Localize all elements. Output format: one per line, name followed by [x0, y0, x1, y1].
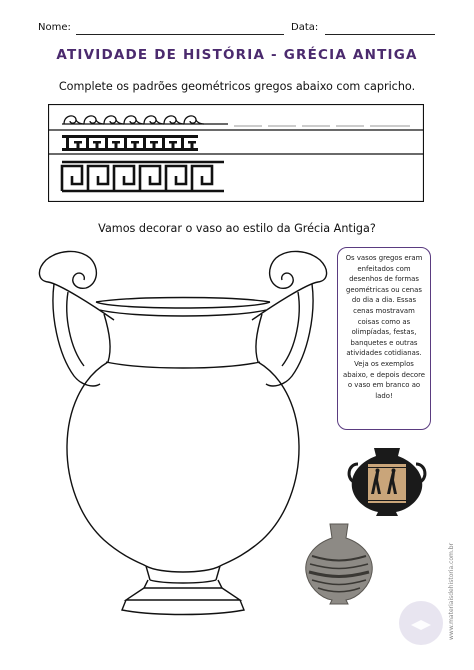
t-key-pattern-row	[62, 135, 198, 151]
greek-patterns-box	[48, 104, 424, 202]
geometric-vase-image	[302, 522, 376, 606]
greek-amphora-image	[344, 444, 430, 518]
name-label: Nome:	[38, 22, 71, 33]
site-logo	[398, 600, 444, 646]
website-url: www.materiaisdehistoria.com.br	[448, 542, 455, 640]
name-field[interactable]	[76, 34, 284, 35]
page-title: ATIVIDADE DE HISTÓRIA - GRÉCIA ANTIGA	[56, 47, 418, 63]
info-box: Os vasos gregos eram enfeitados com desenhos de formas geométricas ou cenas do dia a dia. Essas cenas mostravam coisas como as olimpíadas, festas, banquetes e outras atividades cotidianas. Veja os exemplos abaixo, e depois decore o vaso em branco ao lado!	[337, 247, 431, 430]
wave-pattern-row	[62, 116, 228, 124]
meander-pattern-row	[62, 162, 224, 191]
patterns-instruction: Complete os padrões geométricos gregos abaixo com capricho.	[58, 80, 416, 93]
date-label: Data:	[291, 22, 319, 33]
blank-vase-drawing[interactable]	[34, 244, 332, 620]
vase-instruction: Vamos decorar o vaso ao estilo da Grécia Antiga?	[98, 222, 376, 235]
date-field[interactable]	[325, 34, 435, 35]
